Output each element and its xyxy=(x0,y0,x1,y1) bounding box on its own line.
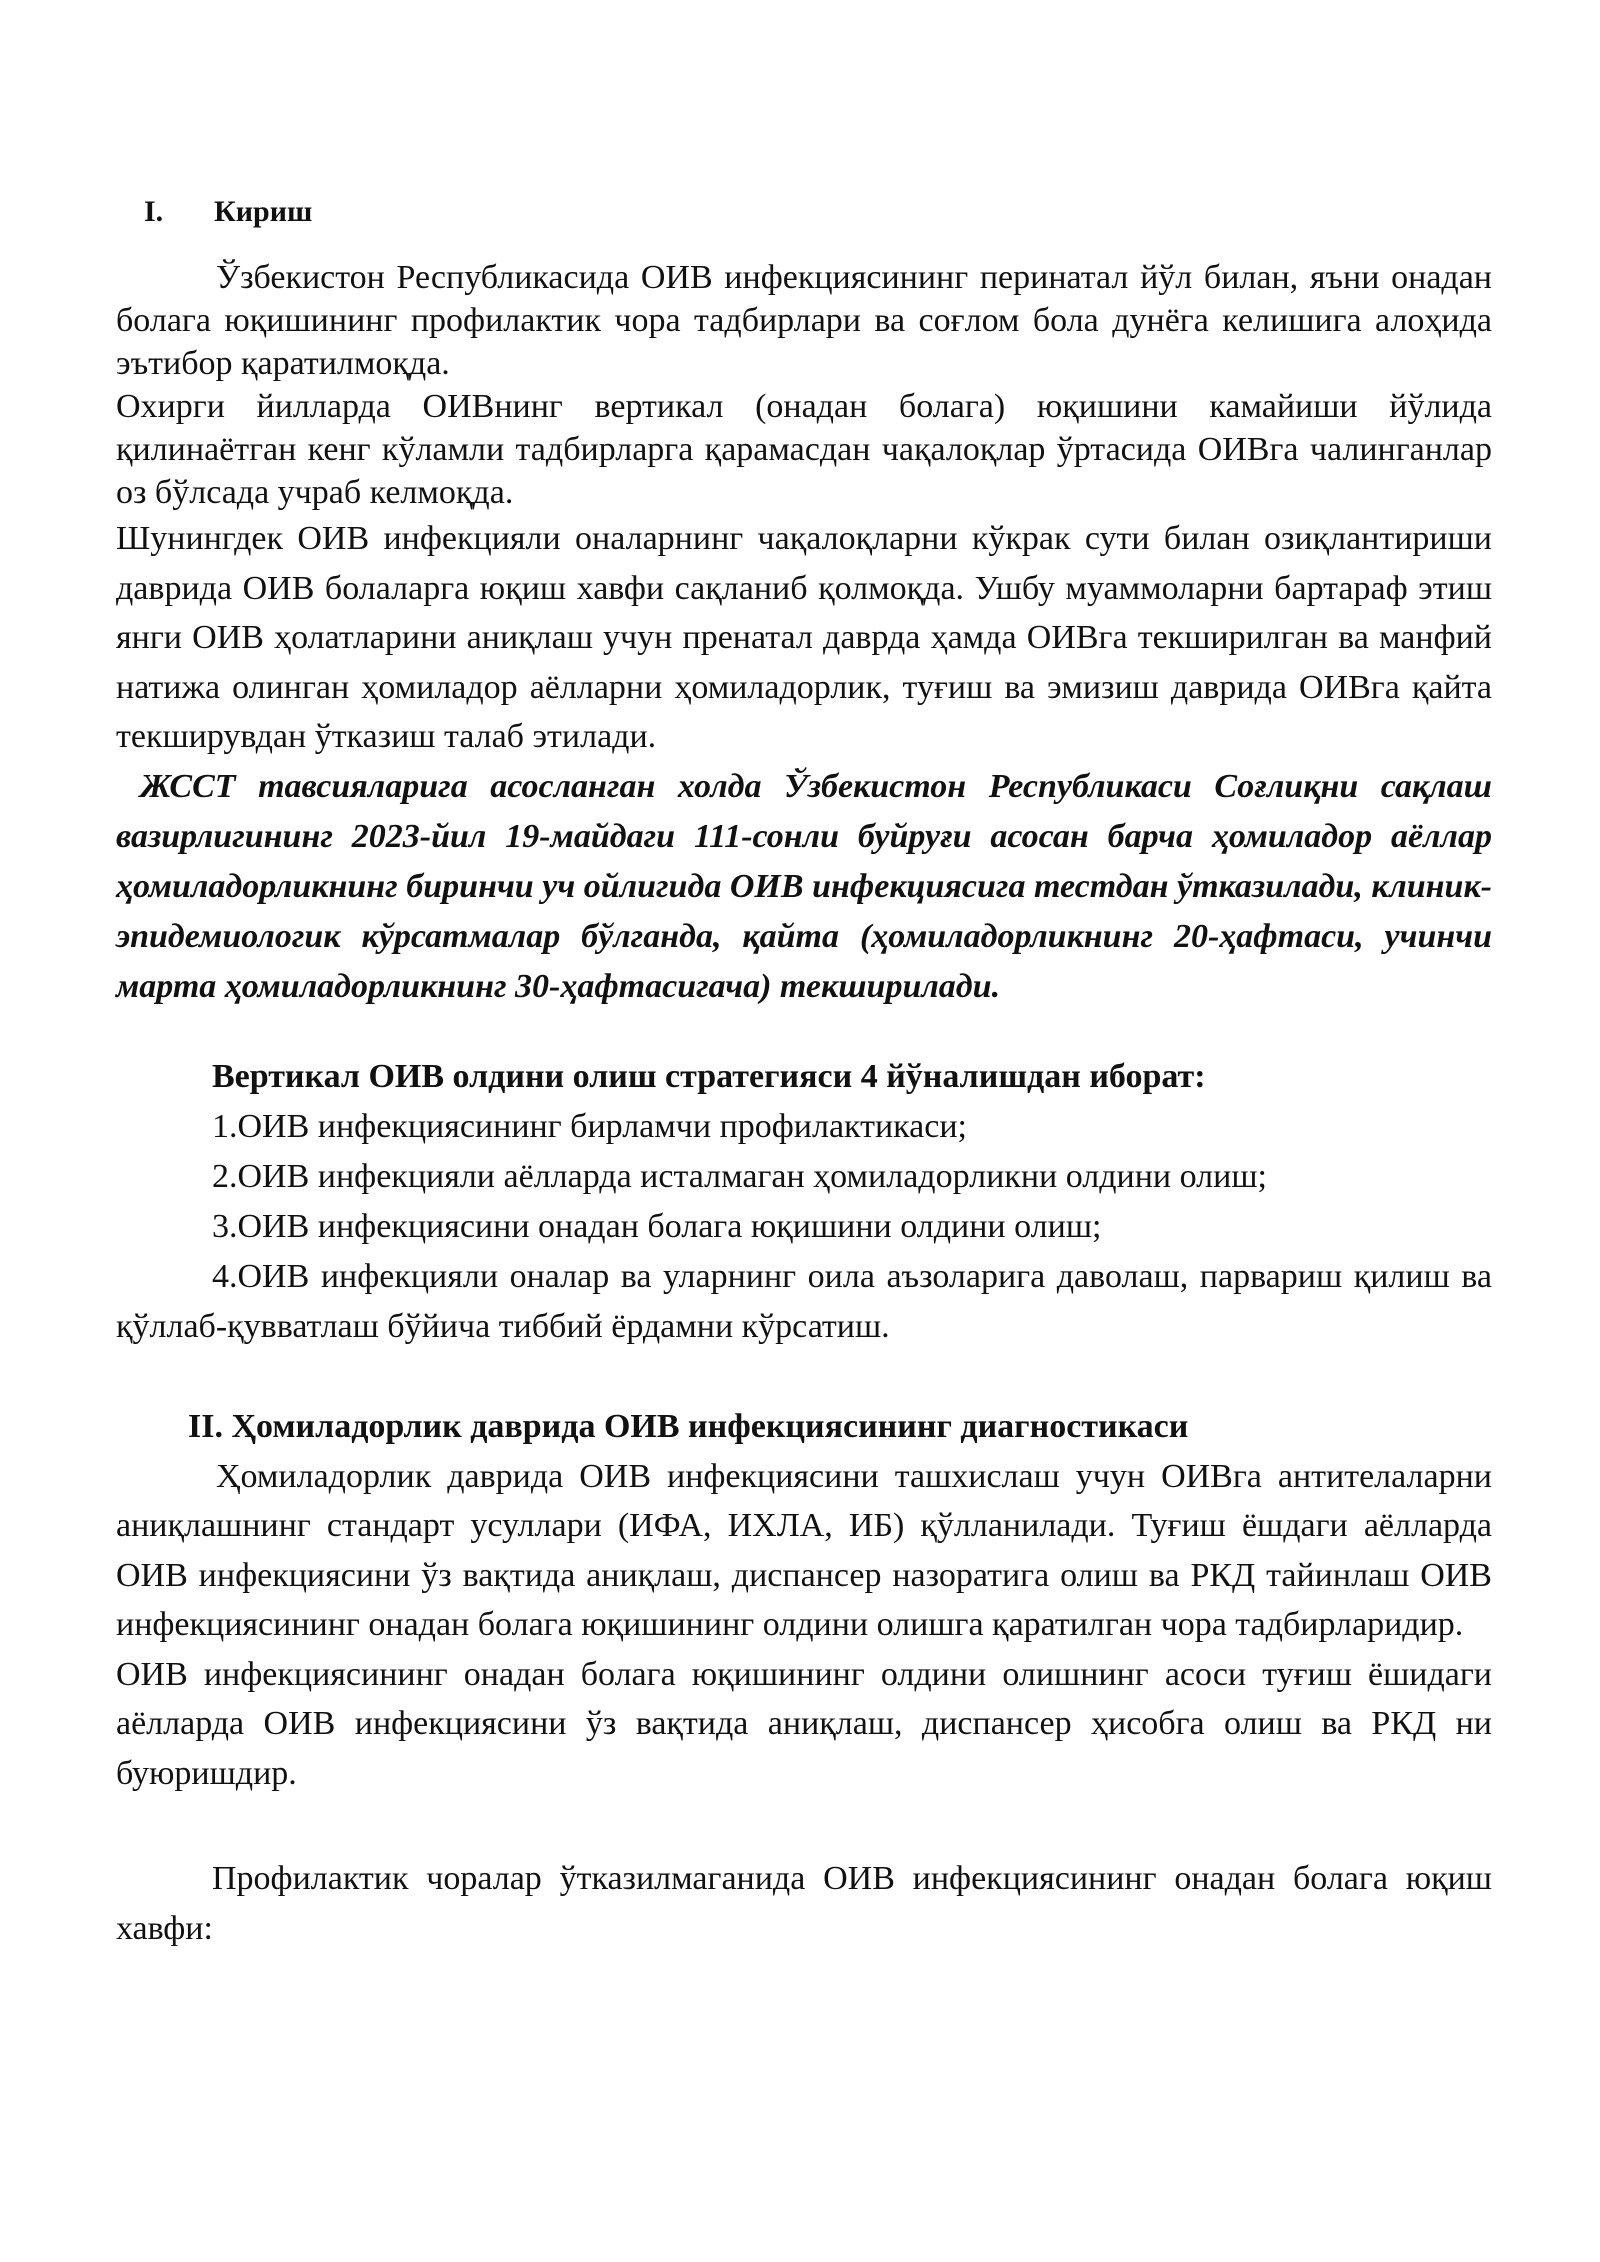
diagnostics-paragraph-2: ОИВ инфекциясининг онадан болага юқишининг олдини олишнинг асоси туғиш ёшидаги аёлларда ОИВ инфекциясини ўз вақтида аниқлаш, диспансер ҳисобга олиш ва РКД ни буюришдир. xyxy=(116,1655,1492,1792)
document-body xyxy=(116,192,1492,1953)
intro-paragraph-1: Ўзбекистон Республикасида ОИВ инфекциясининг перинатал йўл билан, яъни онадан болага юқишининг профилактик чора тадбирлари ва соғлом бола дунёга келишига алоҳида эътибор қаратилмоқда. xyxy=(116,259,1492,382)
intro-paragraph-4-emphasis: ЖССТ тавсияларига асосланган холда Ўзбекистон Республикаси Соғлиқни сақлаш вазирлигининг 2023-йил 19-майдаги 111-сонли буйруғи асосан барча ҳомиладор аёллар ҳомиладорликнинг биринчи уч ойлигида ОИВ инфекциясига тестдан ўтказилади, клиник-эпидемиологик кўрсатмалар бўлганда, қайта (ҳомиладорликнинг 20-ҳафтаси, учинчи марта ҳомиладорликнинг 30-ҳафтасигача) текширилади. xyxy=(116,767,1492,1005)
strategy-item-1: 1.ОИВ инфекциясининг бирламчи профилактикаси; xyxy=(212,1107,968,1145)
strategy-title: Вертикал ОИВ олдини олиш стратегияси 4 йўналишдан иборат: xyxy=(212,1057,1206,1095)
intro-paragraph-3: Шунингдек ОИВ инфекцияли оналарнинг чақалоқларни кўкрак сути билан озиқлантириши даврида ОИВ болаларга юқиш хавфи сақланиб қолмоқда. Ушбу муаммоларни бартараф этиш янги ОИВ ҳолатларини аниқлаш учун пренатал даврда ҳамда ОИВга текширилган ва манфий натижа олинган ҳомиладор аёлларни ҳомиладорлик, туғиш ва эмизиш даврида ОИВга қайта текширувдан ўтказиш талаб этилади. xyxy=(116,520,1492,755)
diagnostics-paragraph-1: Ҳомиладорлик даврида ОИВ инфекциясини ташхислаш учун ОИВга антителаларни аниқлашнинг стандарт усуллари (ИФА, ИХЛА, ИБ) қўлланилади. Туғиш ёшдаги аёлларда ОИВ инфекциясини ўз вақтида аниқлаш, диспансер назоратига олиш ва РКД тайинлаш ОИВ инфекциясининг онадан болага юқишининг олдини олишга қаратилган чора тадбирларидир. xyxy=(116,1457,1492,1643)
section-1-number: I. xyxy=(144,195,164,228)
risk-paragraph: Профилактик чоралар ўтказилмаганида ОИВ инфекциясининг онадан болага юқиш хавфи: xyxy=(116,1860,1492,1947)
section-1-heading xyxy=(144,192,1492,232)
strategy-item-4: 4.ОИВ инфекцияли оналар ва уларнинг оила аъзоларига даволаш, парвариш қилиш ва қўллаб-қувватлаш бўйича тиббий ёрдамни кўрсатиш. xyxy=(116,1257,1492,1345)
strategy-item-3: 3.ОИВ инфекциясини онадан болага юқишини олдини олиш; xyxy=(212,1207,1102,1245)
strategy-item-2: 2.ОИВ инфекцияли аёлларда исталмаган ҳомиладорликни олдини олиш; xyxy=(212,1157,1267,1195)
section-1-title: Кириш xyxy=(214,195,313,228)
section-2-title: II. Ҳомиладорлик даврида ОИВ инфекциясининг диагностикаси xyxy=(188,1407,1189,1445)
intro-paragraph-2: Охирги йилларда ОИВнинг вертикал (онадан болага) юқишини камайиши йўлида қилинаётган кенг кўламли тадбирларга қарамасдан чақалоқлар ўртасида ОИВга чалинганлар оз бўлсада учраб келмоқда. xyxy=(116,388,1492,511)
